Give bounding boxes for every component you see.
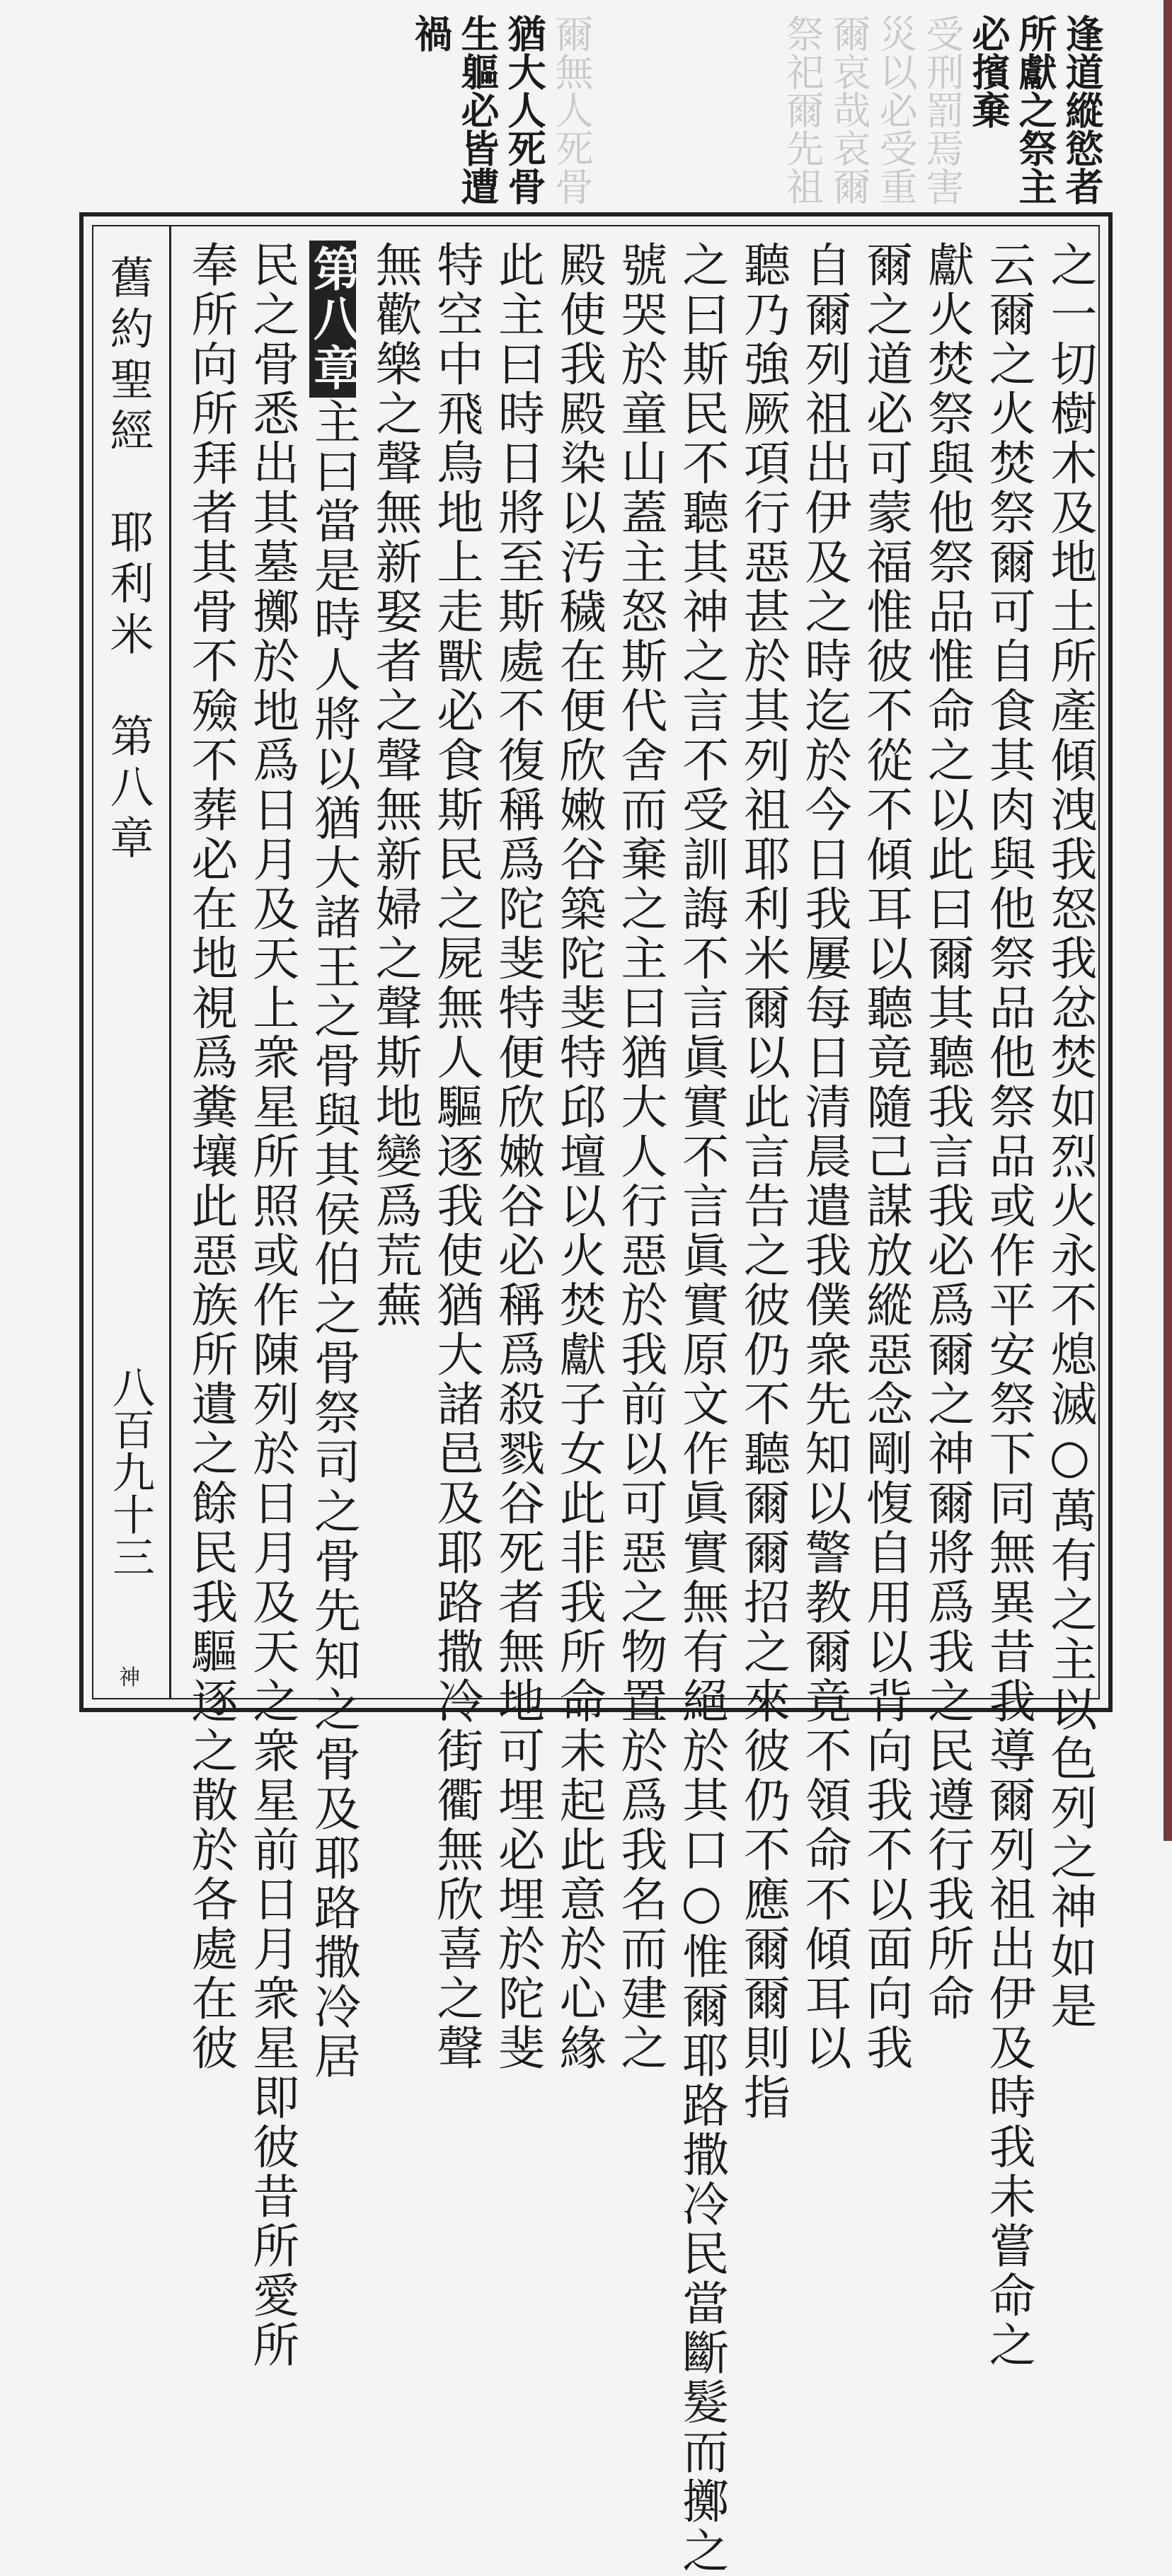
prev-line: 生軀必皆遭 xyxy=(455,14,500,205)
text-column: 之曰斯民不聽其神之言不受訓誨不言眞實不言眞實原文作眞實無有絕於其口○惟爾耶路撒冷民當斷髮而擲之 xyxy=(674,241,729,2576)
chapter-opening-text: 主曰當是時人將以猶大諸王之骨與其侯伯之骨祭司之骨先知之骨及耶路撒冷居 xyxy=(306,398,361,2081)
text-column: 奉所向所拜者其骨不殮不葬必在地視爲糞壤此惡族所遺之餘民我驅逐之散於各處在彼 xyxy=(183,241,238,2073)
book-title: 舊約聖經 耶利米 第八章 xyxy=(103,255,154,866)
prev-faded-line: 爾無人死骨 xyxy=(549,14,594,205)
text-column: 聽乃強厥項行惡甚於其列祖耶利米爾以此言告之彼仍不聽爾爾招之來彼仍不應爾爾則指 xyxy=(735,241,791,2122)
text-column: 民之骨悉出其墓擲於地爲日月及天上衆星所照或作陳列於日月及天之衆星前日月衆星即彼昔所愛所 xyxy=(244,241,299,2370)
prev-faded-line: 爾哀哉哀爾 xyxy=(827,14,871,205)
chapter-label: 第八章 xyxy=(309,241,356,398)
page-frame-inner xyxy=(92,225,1100,2576)
prev-faded-line: 災以必受重 xyxy=(873,14,918,205)
text-body xyxy=(178,241,1097,2576)
text-column: 殿使我殿染以汚穢在便欣嫩谷築陀斐特邱壇以火焚獻子女此非我所命未起此意於心緣 xyxy=(551,241,607,2073)
previous-page-strip xyxy=(212,14,1105,205)
text-column-chapter-start xyxy=(301,241,361,2081)
text-column: 號哭於童山蓋主怒斯代舍而棄之主曰猶大人行惡於我前以可惡之物置於爲我名而建之 xyxy=(612,241,667,2073)
prev-line: 猶大人死骨 xyxy=(502,14,547,205)
text-column: 無歡樂之聲無新娶者之聲無新婦之聲斯地變爲荒蕪 xyxy=(367,241,423,1330)
text-column: 自爾列祖出伊及之時迄於今日我屢每日清晨遣我僕衆先知以警教爾竟不領命不傾耳以 xyxy=(797,241,852,2073)
text-column: 爾之道必可蒙福惟彼不從不傾耳以聽竟隨己謀放縱惡念剛愎自用以背向我不以面向我 xyxy=(858,241,913,2073)
prev-line: 必擯棄 xyxy=(966,14,1011,129)
book-spine-edge xyxy=(1164,0,1172,1841)
running-header xyxy=(93,226,171,1698)
prev-faded-line: 受刑罰焉害 xyxy=(920,14,965,205)
page-number: 八百九十三 xyxy=(105,1365,155,1578)
prev-line: 所獻之祭主 xyxy=(1013,14,1058,205)
prev-faded-line: 祭祀爾先祖 xyxy=(780,14,825,205)
page-frame xyxy=(79,212,1113,2576)
text-column: 此主曰時日將至斯處不復稱爲陀斐特便欣嫩谷必稱爲殺戮谷死者無地可埋必埋於陀斐 xyxy=(490,241,545,2073)
text-column: 特空中飛鳥地上走獸必食斯民之屍無人驅逐我使猶大諸邑及耶路撒冷街衢無欣喜之聲 xyxy=(428,241,483,2073)
prev-line: 禍 xyxy=(408,14,454,52)
text-column: 之一切樹木及地土所產傾洩我怒我忿焚如烈火永不熄滅○萬有之主以色列之神如是 xyxy=(1042,241,1097,2031)
text-column: 云爾之火焚祭爾可自食其肉與他祭品他祭品或作平安祭下同無異昔我導爾列祖出伊及時我未嘗命之 xyxy=(981,241,1036,2370)
catchword: 神 xyxy=(119,1665,140,1690)
prev-line: 逢道縱慾者 xyxy=(1059,14,1105,205)
text-column: 獻火焚祭與他祭品惟命之以此曰爾其聽我言我必爲爾之神爾將爲我之民遵行我所命 xyxy=(919,241,975,2023)
